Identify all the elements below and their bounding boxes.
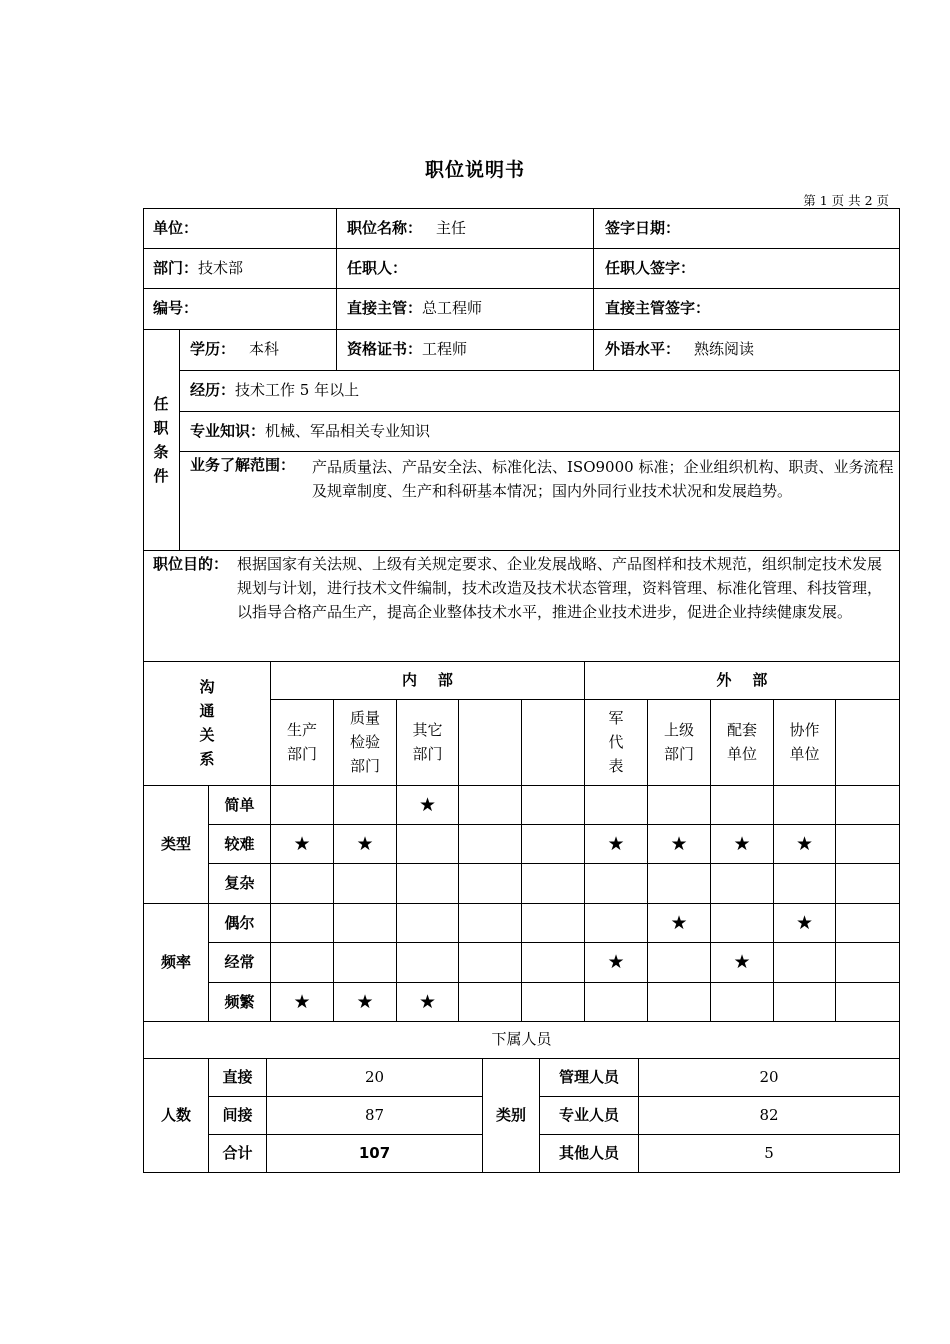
scope-value: 产品质量法、产品安全法、标准化法、ISO9000 标准；企业组织机构、职责、业务流程及规章制度、生产和科研基本情况；国内外同行业技术状况和发展趋势。: [312, 458, 894, 500]
qual-label-char: 任: [153, 395, 169, 413]
education-field: [190, 339, 279, 359]
comm-label-char: 系: [199, 750, 215, 768]
education-label: 学历：: [190, 340, 236, 358]
category-label: 类别: [495, 1106, 526, 1124]
supervisor-label: 直接主管：: [347, 299, 423, 317]
number-label: 编号：: [153, 299, 199, 317]
experience-label: 经历：: [190, 381, 236, 399]
star-mark: ★: [733, 951, 751, 973]
column-header-text: 军: [608, 709, 624, 727]
row-label: 经常: [224, 953, 255, 971]
row-label: 复杂: [224, 874, 255, 892]
supervisor-value: 总工程师: [422, 299, 483, 317]
column-header-text: 上级: [663, 721, 694, 739]
star-mark: ★: [418, 990, 437, 1013]
star-mark: ★: [733, 832, 751, 855]
column-header-text: 部门: [663, 745, 694, 763]
star-mark: ★: [670, 911, 688, 934]
page-number: 第 1 页 共 2 页: [803, 193, 889, 208]
dept-value: 技术部: [198, 259, 244, 277]
column-header-text: 代: [608, 733, 624, 751]
document-title: 职位说明书: [424, 159, 525, 181]
comm-label-char: 沟: [199, 678, 215, 696]
star-mark: ★: [795, 911, 814, 934]
professional-value: 82: [759, 1106, 779, 1124]
job-description-table: [143, 208, 900, 1173]
comm-label-char: 通: [199, 702, 215, 720]
direct-label: 直接: [222, 1068, 253, 1086]
column-header-text: 检验: [349, 733, 380, 751]
manager-value: 20: [759, 1068, 779, 1086]
experience-value: 技术工作 5 年以上: [235, 381, 360, 399]
certificate-value: 工程师: [422, 340, 468, 358]
manager-label: 管理人员: [558, 1068, 619, 1086]
holder-sign-label: 任职人签字：: [605, 259, 696, 277]
row-label: 偶尔: [224, 913, 255, 932]
professional-label: 专业人员: [558, 1106, 619, 1124]
column-header-text: 生产: [286, 721, 317, 739]
column-header-text: 单位: [789, 745, 820, 763]
star-mark: ★: [795, 832, 814, 855]
star-mark: ★: [418, 793, 437, 816]
star-mark: ★: [607, 832, 625, 855]
experience-field: [190, 380, 359, 400]
indirect-value: 87: [364, 1106, 385, 1124]
qual-label-char: 件: [153, 467, 169, 485]
supervisor-field: [347, 298, 482, 318]
other-label: 其他人员: [558, 1144, 619, 1162]
column-header-text: 表: [608, 757, 624, 775]
supervisor-sign-label: 直接主管签字：: [605, 299, 711, 317]
count-label: 人数: [160, 1106, 191, 1124]
column-header-text: 其它: [412, 721, 443, 739]
language-value: 熟练阅读: [694, 340, 755, 358]
education-value: 本科: [249, 340, 280, 358]
direct-value: 20: [364, 1068, 385, 1086]
position-name-value: 主任: [436, 219, 467, 237]
internal-header: 内 部: [402, 671, 453, 689]
scope-label: 业务了解范围：: [190, 456, 296, 474]
sign-date-label: 签字日期：: [605, 219, 681, 237]
frequency-label: 频率: [160, 953, 191, 971]
certificate-label: 资格证书：: [347, 340, 423, 358]
knowledge-value: 机械、军品相关专业知识: [265, 422, 431, 440]
row-label: 较难: [224, 834, 255, 853]
column-header-text: 部门: [412, 745, 443, 763]
certificate-field: [347, 339, 467, 359]
column-header-text: 部门: [349, 757, 380, 775]
column-header-text: 配套: [726, 721, 757, 739]
language-field: [605, 339, 754, 359]
row-label: 简单: [224, 795, 255, 814]
total-value: 107: [358, 1144, 391, 1162]
holder-label: 任职人：: [347, 259, 408, 277]
star-mark: ★: [293, 990, 311, 1013]
position-name-field: [347, 218, 466, 238]
row-label: 频繁: [224, 992, 255, 1011]
column-header-text: 协作: [789, 721, 820, 739]
subordinates-header: 下属人员: [491, 1030, 552, 1048]
type-label: 类型: [160, 835, 191, 853]
knowledge-label: 专业知识：: [190, 422, 266, 440]
purpose-label: 职位目的：: [153, 555, 229, 573]
dept-field: [153, 258, 243, 278]
other-value: 5: [764, 1144, 774, 1162]
total-label: 合计: [222, 1144, 253, 1162]
qual-label-char: 职: [153, 419, 169, 437]
unit-label: 单位：: [153, 219, 199, 237]
knowledge-field: [190, 421, 430, 441]
position-name-label: 职位名称：: [347, 219, 423, 237]
star-mark: ★: [356, 832, 374, 855]
indirect-label: 间接: [222, 1106, 253, 1124]
comm-label-char: 关: [199, 726, 215, 744]
purpose-text: 根据国家有关法规、上级有关规定要求、企业发展战略、产品图样和技术规范，组织制定技术发展规划与计划，进行技术文件编制，技术改造及技术状态管理，资料管理、标准化管理、科技管理，以指导合格产品生产，提高企业整体技术水平，推进企业技术进步，促进企业持续健康发展。: [237, 555, 883, 621]
column-header-text: 部门: [286, 745, 317, 763]
qual-label-char: 条: [153, 443, 169, 461]
column-header-text: 质量: [349, 709, 380, 727]
star-mark: ★: [670, 832, 688, 855]
star-mark: ★: [607, 951, 625, 973]
star-mark: ★: [293, 832, 311, 855]
language-label: 外语水平：: [605, 340, 681, 358]
column-header-text: 单位: [726, 745, 757, 763]
external-header: 外 部: [716, 671, 768, 689]
dept-label: 部门：: [153, 259, 199, 277]
star-mark: ★: [356, 990, 374, 1013]
